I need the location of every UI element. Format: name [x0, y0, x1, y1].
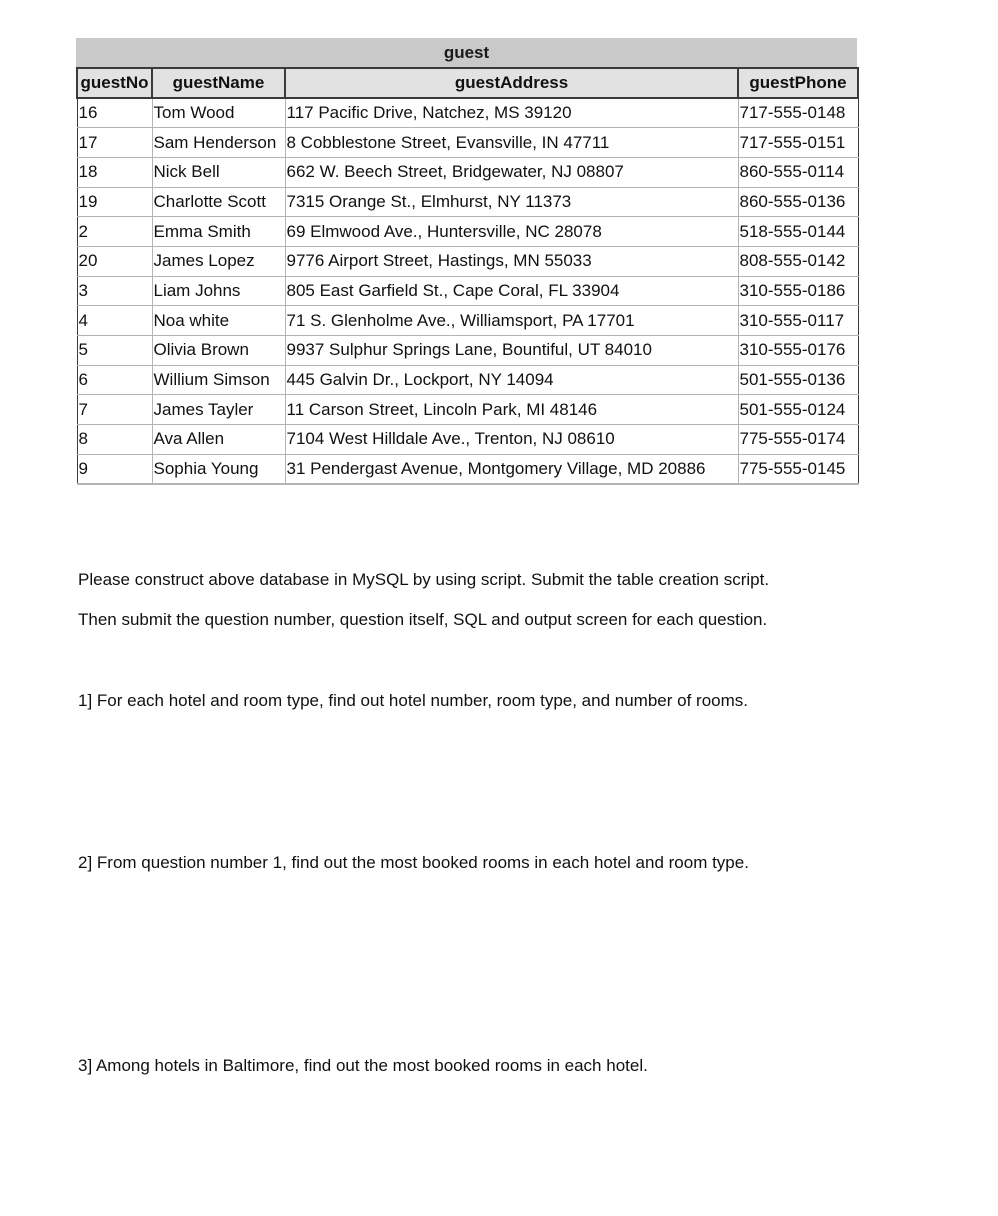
cell-guestaddress: 117 Pacific Drive, Natchez, MS 39120 — [285, 98, 738, 128]
cell-guestaddress: 7315 Orange St., Elmhurst, NY 11373 — [285, 187, 738, 217]
cell-guestno: 18 — [77, 157, 152, 187]
cell-guestno: 2 — [77, 217, 152, 247]
cell-guestno: 9 — [77, 454, 152, 484]
table-row — [77, 365, 858, 395]
cell-guestphone: 518-555-0144 — [738, 217, 858, 247]
cell-guestno: 8 — [77, 425, 152, 455]
cell-guestno: 4 — [77, 306, 152, 336]
cell-guestaddress: 7104 West Hilldale Ave., Trenton, NJ 08610 — [285, 425, 738, 455]
cell-guestphone: 310-555-0176 — [738, 336, 858, 366]
guest-data-table — [76, 67, 859, 485]
question-2: 2] From question number 1, find out the most booked rooms in each hotel and room type. — [78, 853, 749, 872]
table-row — [77, 246, 858, 276]
cell-guestno: 5 — [77, 336, 152, 366]
table-row — [77, 217, 858, 247]
question-1: 1] For each hotel and room type, find out hotel number, room type, and number of rooms. — [78, 691, 748, 710]
header-row — [77, 68, 858, 98]
cell-guestaddress: 69 Elmwood Ave., Huntersville, NC 28078 — [285, 217, 738, 247]
cell-guestname: Sophia Young — [152, 454, 285, 484]
cell-guestphone: 860-555-0114 — [738, 157, 858, 187]
cell-guestname: Emma Smith — [152, 217, 285, 247]
cell-guestaddress: 11 Carson Street, Lincoln Park, MI 48146 — [285, 395, 738, 425]
column-header-guestphone: guestPhone — [738, 68, 858, 98]
cell-guestno: 7 — [77, 395, 152, 425]
cell-guestno: 6 — [77, 365, 152, 395]
table-row — [77, 157, 858, 187]
cell-guestname: James Lopez — [152, 246, 285, 276]
cell-guestname: Willium Simson — [152, 365, 285, 395]
table-row — [77, 98, 858, 128]
table-row — [77, 336, 858, 366]
cell-guestphone: 501-555-0124 — [738, 395, 858, 425]
table-title: guest — [76, 38, 857, 67]
cell-guestno: 19 — [77, 187, 152, 217]
column-header-guestname: guestName — [152, 68, 285, 98]
cell-guestname: Charlotte Scott — [152, 187, 285, 217]
table-row — [77, 128, 858, 158]
cell-guestphone: 717-555-0148 — [738, 98, 858, 128]
cell-guestname: Olivia Brown — [152, 336, 285, 366]
cell-guestno: 3 — [77, 276, 152, 306]
table-row — [77, 306, 858, 336]
question-3: 3] Among hotels in Baltimore, find out the most booked rooms in each hotel. — [78, 1056, 648, 1075]
cell-guestname: Tom Wood — [152, 98, 285, 128]
cell-guestname: Noa white — [152, 306, 285, 336]
cell-guestname: Nick Bell — [152, 157, 285, 187]
column-header-guestaddress: guestAddress — [285, 68, 738, 98]
cell-guestaddress: 805 East Garfield St., Cape Coral, FL 33904 — [285, 276, 738, 306]
cell-guestname: James Tayler — [152, 395, 285, 425]
guest-table — [76, 38, 857, 485]
cell-guestaddress: 31 Pendergast Avenue, Montgomery Village, MD 20886 — [285, 454, 738, 484]
cell-guestphone: 808-555-0142 — [738, 246, 858, 276]
cell-guestname: Liam Johns — [152, 276, 285, 306]
column-header-guestno: guestNo — [77, 68, 152, 98]
cell-guestname: Ava Allen — [152, 425, 285, 455]
cell-guestno: 17 — [77, 128, 152, 158]
table-row — [77, 454, 858, 484]
cell-guestaddress: 662 W. Beech Street, Bridgewater, NJ 08807 — [285, 157, 738, 187]
table-row — [77, 187, 858, 217]
cell-guestaddress: 71 S. Glenholme Ave., Williamsport, PA 17701 — [285, 306, 738, 336]
cell-guestphone: 501-555-0136 — [738, 365, 858, 395]
cell-guestname: Sam Henderson — [152, 128, 285, 158]
table-row — [77, 276, 858, 306]
cell-guestaddress: 8 Cobblestone Street, Evansville, IN 47711 — [285, 128, 738, 158]
cell-guestno: 20 — [77, 246, 152, 276]
cell-guestphone: 310-555-0186 — [738, 276, 858, 306]
table-row — [77, 395, 858, 425]
instruction-line-1: Please construct above database in MySQL by using script. Submit the table creation script. — [78, 570, 770, 589]
cell-guestaddress: 445 Galvin Dr., Lockport, NY 14094 — [285, 365, 738, 395]
instruction-line-2: Then submit the question number, question itself, SQL and output screen for each question. — [78, 610, 768, 629]
cell-guestphone: 775-555-0145 — [738, 454, 858, 484]
cell-guestaddress: 9776 Airport Street, Hastings, MN 55033 — [285, 246, 738, 276]
cell-guestno: 16 — [77, 98, 152, 128]
cell-guestaddress: 9937 Sulphur Springs Lane, Bountiful, UT 84010 — [285, 336, 738, 366]
table-row — [77, 425, 858, 455]
cell-guestphone: 775-555-0174 — [738, 425, 858, 455]
cell-guestphone: 717-555-0151 — [738, 128, 858, 158]
cell-guestphone: 310-555-0117 — [738, 306, 858, 336]
cell-guestphone: 860-555-0136 — [738, 187, 858, 217]
